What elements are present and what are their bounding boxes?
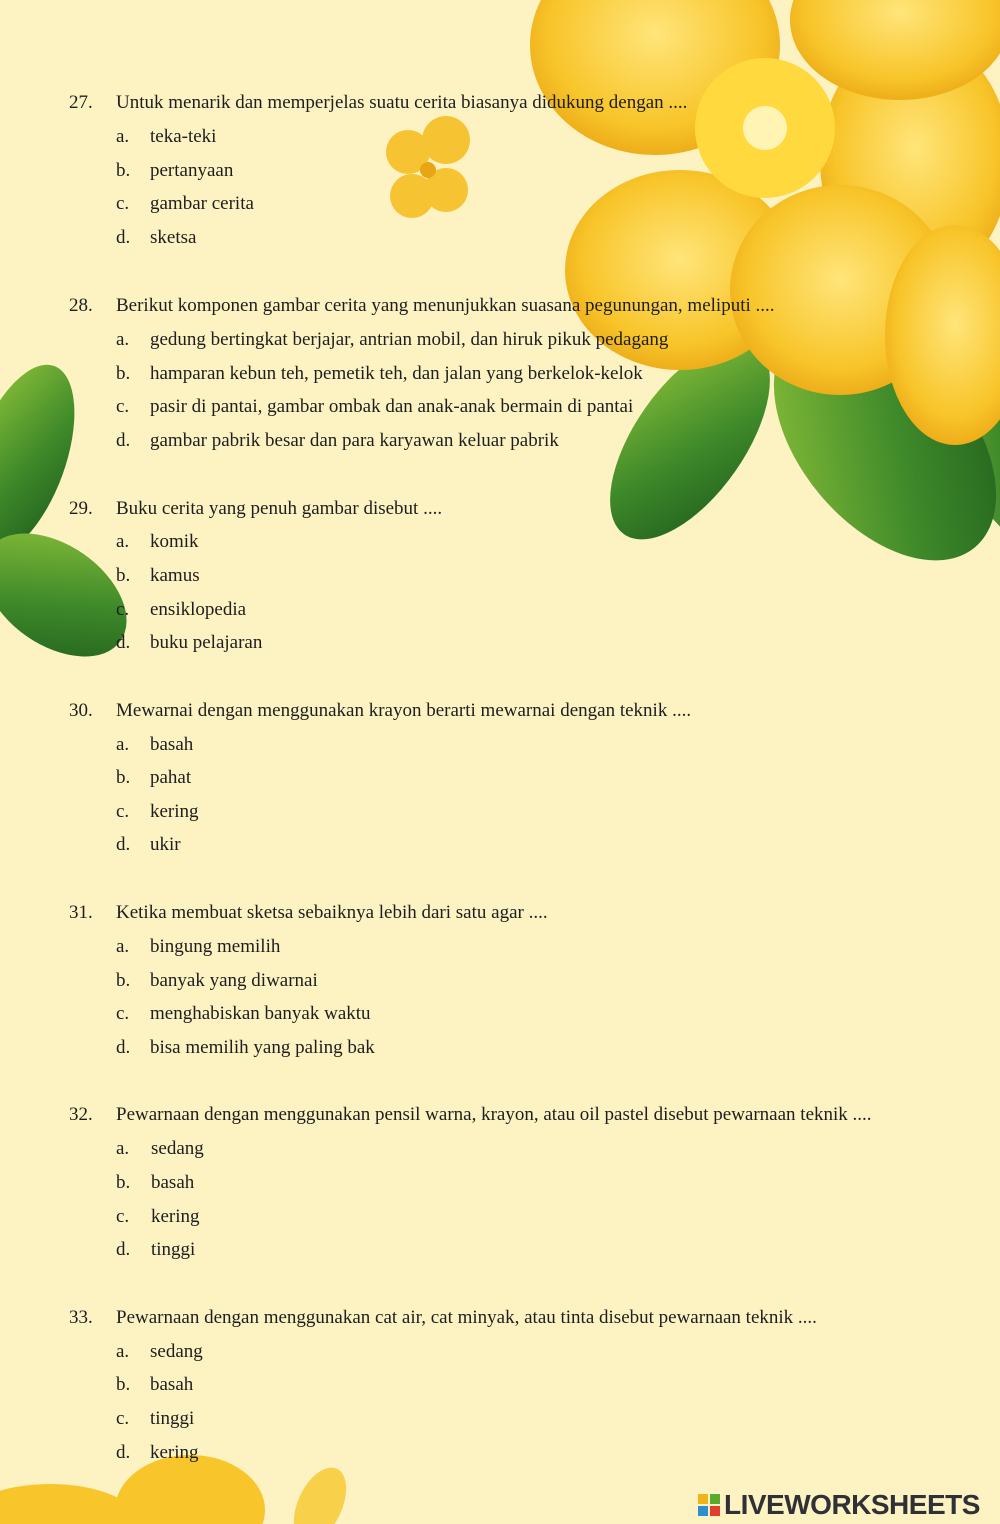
question-number: 32. [69,1104,93,1125]
option-letter: b. [116,160,131,181]
option-letter: a. [116,126,130,147]
option-letter: b. [116,363,131,384]
option-letter: b. [116,767,131,788]
option-text[interactable]: basah [150,1374,194,1395]
option-text[interactable]: ukir [150,834,181,855]
option-letter: a. [116,1138,130,1159]
option-letter: a. [116,734,130,755]
option-text[interactable]: sedang [151,1138,204,1159]
question-number: 30. [69,700,93,721]
option-letter: b. [116,1172,131,1193]
option-text[interactable]: teka-teki [150,126,217,147]
option-letter: d. [116,227,131,248]
option-text[interactable]: banyak yang diwarnai [150,970,318,991]
option-text[interactable]: basah [151,1172,195,1193]
question-number: 27. [69,92,93,113]
option-text[interactable]: gambar pabrik besar dan para karyawan keluar pabrik [150,430,559,451]
option-text[interactable]: tinggi [150,1408,195,1429]
option-text[interactable]: pertanyaan [150,160,234,181]
option-text[interactable]: ensiklopedia [150,599,247,620]
option-text[interactable]: sedang [150,1341,203,1362]
option-letter: a. [116,936,130,957]
option-letter: c. [116,1408,130,1429]
option-text[interactable]: kering [151,1206,200,1227]
question-number: 33. [69,1307,93,1328]
option-text[interactable]: komik [150,531,199,552]
option-letter: d. [116,430,131,451]
option-letter: b. [116,970,131,991]
option-letter: b. [116,565,131,586]
option-letter: a. [116,1341,130,1362]
option-letter: d. [116,1442,131,1463]
option-letter: c. [116,396,130,417]
option-letter: b. [116,1374,131,1395]
option-letter: c. [116,599,130,620]
option-letter: a. [116,531,130,552]
option-letter: a. [116,329,130,350]
option-letter: d. [116,632,131,653]
option-text[interactable]: kering [150,801,199,822]
option-letter: c. [116,193,130,214]
option-text[interactable]: basah [150,734,194,755]
question-text: Untuk menarik dan memperjelas suatu cerita biasanya didukung dengan .... [116,92,688,113]
option-text[interactable]: kering [150,1442,199,1463]
question-text: Buku cerita yang penuh gambar disebut .... [116,498,443,519]
option-text[interactable]: sketsa [150,227,197,248]
question-text: Berikut komponen gambar cerita yang menunjukkan suasana pegunungan, meliputi .... [116,295,775,316]
option-text[interactable]: hamparan kebun teh, pemetik teh, dan jalan yang berkelok-kelok [150,363,643,384]
question-text: Pewarnaan dengan menggunakan pensil warna, krayon, atau oil pastel disebut pewarnaan teknik .... [116,1104,872,1125]
brand-name: LIVEWORKSHEETS [724,1489,980,1520]
liveworksheets-logo-icon [698,1494,720,1516]
option-text[interactable]: bingung memilih [150,936,281,957]
option-text[interactable]: menghabiskan banyak waktu [150,1003,371,1024]
option-text[interactable]: kamus [150,565,200,586]
option-text[interactable]: gambar cerita [150,193,254,214]
option-letter: d. [116,1037,131,1058]
option-letter: c. [116,1206,130,1227]
option-text[interactable]: pasir di pantai, gambar ombak dan anak-anak bermain di pantai [150,396,634,417]
option-text[interactable]: pahat [150,767,192,788]
option-text[interactable]: bisa memilih yang paling bak [150,1037,375,1058]
option-text[interactable]: gedung bertingkat berjajar, antrian mobil, dan hiruk pikuk pedagang [150,329,669,350]
question-text: Mewarnai dengan menggunakan krayon berarti mewarnai dengan teknik .... [116,700,692,721]
question-number: 28. [69,295,93,316]
option-letter: d. [116,834,131,855]
question-number: 31. [69,902,93,923]
question-text: Ketika membuat sketsa sebaiknya lebih dari satu agar .... [116,902,548,923]
question-text: Pewarnaan dengan menggunakan cat air, cat minyak, atau tinta disebut pewarnaan teknik .... [116,1307,817,1328]
option-letter: c. [116,1003,130,1024]
option-text[interactable]: buku pelajaran [150,632,263,653]
option-letter: c. [116,801,130,822]
option-letter: d. [116,1239,131,1260]
option-text[interactable]: tinggi [151,1239,196,1260]
liveworksheets-brand[interactable] [698,1490,980,1520]
question-number: 29. [69,498,93,519]
